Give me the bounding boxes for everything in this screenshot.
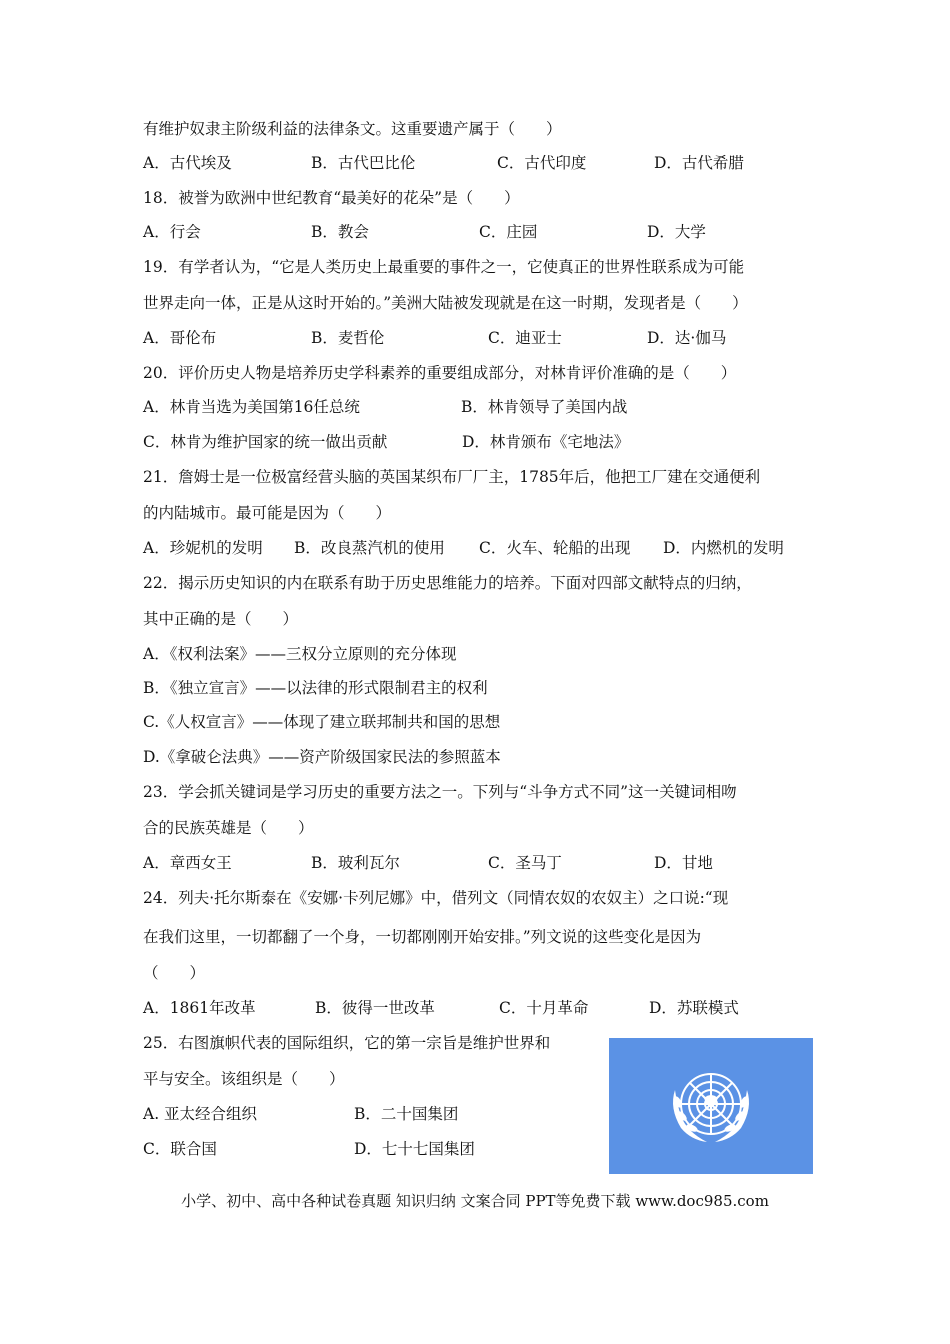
q23-option-c: C．圣马丁 (488, 854, 562, 872)
question-21-stem-2: 的内陆城市。最可能是因为（ ） (143, 504, 392, 522)
q22-option-b: B．《独立宣言》——以法律的形式限制君主的权利 (143, 679, 488, 697)
q22-option-a: A．《权利法案》——三权分立原则的充分体现 (143, 645, 457, 663)
q22-option-c: C.《人权宣言》——体现了建立联邦制共和国的思想 (143, 713, 501, 731)
q25-option-d: D．七十七国集团 (354, 1140, 475, 1158)
question-22-stem-2: 其中正确的是（ ） (143, 610, 299, 628)
question-24-stem-2: 在我们这里，一切都翻了一个身，一切都刚刚开始安排。”列文说的这些变化是因为 (143, 928, 702, 946)
q25-option-c: C．联合国 (143, 1140, 217, 1158)
q21-option-b: B．改良蒸汽机的使用 (294, 539, 445, 557)
question-24-stem-1: 24．列夫·托尔斯泰在《安娜·卡列尼娜》中，借列文（同情农奴的农奴主）之口说:“现 (143, 889, 729, 907)
q24-option-d: D．苏联模式 (649, 999, 739, 1017)
q23-option-b: B．玻利瓦尔 (311, 854, 400, 872)
q24-option-a: A．1861年改革 (143, 999, 256, 1017)
q17-option-b: B．古代巴比伦 (311, 154, 416, 172)
q25-option-b: B．二十国集团 (354, 1105, 459, 1123)
question-19-stem-1: 19．有学者认为，“它是人类历史上最重要的事件之一，它使真正的世界性联系成为可能 (143, 258, 745, 276)
q18-option-c: C．庄园 (479, 223, 538, 241)
q21-option-c: C．火车、轮船的出现 (479, 539, 631, 557)
q19-option-d: D．达·伽马 (647, 329, 727, 347)
q20-option-c: C．林肯为维护国家的统一做出贡献 (143, 433, 388, 451)
q24-option-b: B．彼得一世改革 (315, 999, 435, 1017)
question-25-stem-1: 25．右图旗帜代表的国际组织，它的第一宗旨是维护世界和 (143, 1034, 551, 1052)
q25-option-a: A. 亚太经合组织 (143, 1105, 258, 1123)
question-23-stem-2: 合的民族英雄是（ ） (143, 819, 314, 837)
q19-option-b: B．麦哲伦 (311, 329, 385, 347)
un-flag-image (609, 1038, 813, 1174)
q21-option-d: D．内燃机的发明 (663, 539, 784, 557)
q23-option-a: A．章西女王 (143, 854, 232, 872)
question-25-stem-2: 平与安全。该组织是（ ） (143, 1070, 345, 1088)
q17-option-c: C．古代印度 (497, 154, 587, 172)
question-17-stem-tail: 有维护奴隶主阶级利益的法律条文。这重要遗产属于（ ） (143, 120, 562, 138)
question-21-stem-1: 21．詹姆士是一位极富经营头脑的英国某织布厂厂主，1785年后，他把工厂建在交通便利 (143, 468, 761, 486)
question-23-stem-1: 23．学会抓关键词是学习历史的重要方法之一。下列与“斗争方式不同”这一关键词相吻 (143, 783, 737, 801)
q18-option-d: D．大学 (647, 223, 706, 241)
q19-option-c: C．迪亚士 (488, 329, 562, 347)
q22-option-d: D.《拿破仑法典》——资产阶级国家民法的参照蓝本 (143, 748, 501, 766)
q17-option-d: D．古代希腊 (654, 154, 744, 172)
q24-option-c: C．十月革命 (499, 999, 589, 1017)
q17-option-a: A．古代埃及 (143, 154, 232, 172)
q20-option-a: A．林肯当选为美国第16任总统 (143, 398, 360, 416)
question-20-stem: 20．评价历史人物是培养历史学科素养的重要组成部分，对林肯评价准确的是（ ） (143, 364, 737, 382)
q19-option-a: A．哥伦布 (143, 329, 217, 347)
un-emblem-icon (609, 1038, 813, 1174)
question-19-stem-2: 世界走向一体，正是从这时开始的。”美洲大陆被发现就是在这一时期，发现者是（ ） (143, 294, 748, 312)
question-18-stem: 18．被誉为欧洲中世纪教育“最美好的花朵”是（ ） (143, 189, 520, 207)
question-24-stem-3: （ ） (143, 964, 206, 982)
page-footer: 小学、初中、高中各种试卷真题 知识归纳 文案合同 PPT等免费下载 www.doc985.com (181, 1192, 769, 1210)
q20-option-b: B．林肯领导了美国内战 (461, 398, 628, 416)
q20-option-d: D．林肯颁布《宅地法》 (462, 433, 630, 451)
q18-option-b: B．教会 (311, 223, 369, 241)
q18-option-a: A．行会 (143, 223, 201, 241)
question-22-stem-1: 22．揭示历史知识的内在联系有助于历史思维能力的培养。下面对四部文献特点的归纳， (143, 574, 752, 592)
q21-option-a: A．珍妮机的发明 (143, 539, 263, 557)
q23-option-d: D．甘地 (654, 854, 713, 872)
